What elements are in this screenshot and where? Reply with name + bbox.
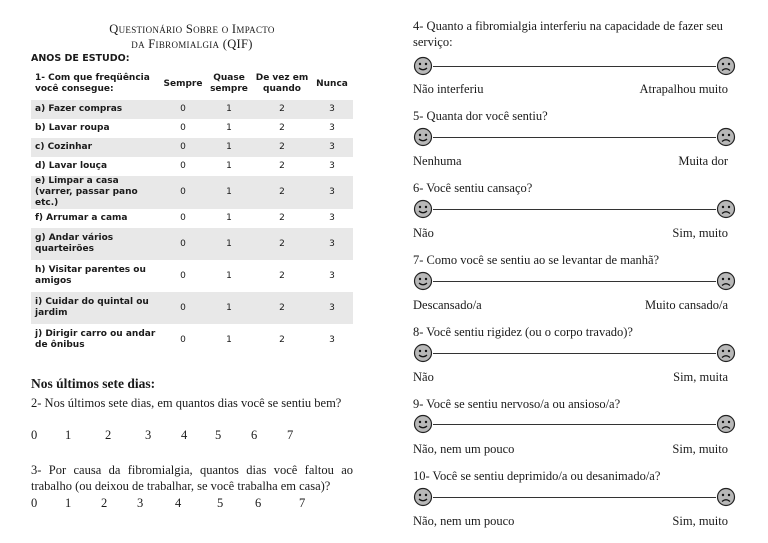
frequency-score-option[interactable]: 0 <box>161 176 205 209</box>
frequency-score-option[interactable]: 0 <box>161 292 205 324</box>
frequency-score-option[interactable]: 3 <box>311 100 353 119</box>
scale-anchors <box>413 82 728 98</box>
frequency-score-option[interactable]: 1 <box>226 334 232 345</box>
day-count-option[interactable]: 2 <box>105 428 112 442</box>
frequency-score-option[interactable]: 1 <box>205 292 253 324</box>
frequency-score-option[interactable]: 2 <box>253 138 311 157</box>
scale-low-anchor: Não <box>413 370 434 384</box>
day-count-option[interactable]: 4 <box>175 496 182 510</box>
activity-label: d) Lavar louça <box>35 161 108 171</box>
smiling-face-icon <box>413 343 433 363</box>
activity-label: a) Fazer compras <box>31 100 161 119</box>
table-header-row <box>31 68 353 100</box>
frequency-score-option[interactable]: 0 <box>180 213 186 223</box>
activity-label: g) Andar vários quarteirões <box>31 228 161 260</box>
day-count-option[interactable]: 7 <box>287 428 294 442</box>
activity-label: e) Limpar a casa (varrer, passar pano etc.) <box>31 176 161 209</box>
scale-line[interactable] <box>433 209 716 210</box>
frequency-score-option[interactable]: 2 <box>253 292 311 324</box>
frowning-face-icon <box>716 199 736 219</box>
option-header-always: Sempre <box>163 78 203 89</box>
frequency-score-option[interactable]: 3 <box>311 176 353 209</box>
scale-low-anchor: Descansado/a <box>413 298 482 312</box>
title-line-1: Questionário Sobre o Impacto <box>109 22 275 36</box>
visual-analog-scale[interactable] <box>413 56 736 78</box>
smiling-face-icon <box>413 414 433 434</box>
scale-anchors <box>413 298 728 314</box>
scale-high-anchor: Sim, muito <box>672 514 728 528</box>
table-row <box>31 176 353 209</box>
option-header-never: Nunca <box>316 78 348 89</box>
scale-low-anchor: Não <box>413 226 434 240</box>
scale-low-anchor: Nenhuma <box>413 154 462 168</box>
frequency-score-option[interactable]: 2 <box>279 270 285 281</box>
smiling-face-icon <box>413 199 433 219</box>
day-count-option[interactable]: 4 <box>181 428 188 442</box>
frequency-score-option[interactable]: 3 <box>329 334 335 345</box>
frowning-face-icon <box>716 414 736 434</box>
frowning-face-icon <box>716 127 736 147</box>
frequency-score-option[interactable]: 1 <box>205 100 253 119</box>
frequency-score-option[interactable]: 0 <box>180 161 186 171</box>
visual-analog-scale[interactable] <box>413 343 736 365</box>
activity-label: f) Arrumar a cama <box>35 213 128 223</box>
frowning-face-icon <box>716 487 736 507</box>
frequency-score-option[interactable]: 0 <box>180 334 186 345</box>
years-of-study-label: ANOS DE ESTUDO: <box>31 53 130 64</box>
frequency-score-option[interactable]: 3 <box>311 138 353 157</box>
scale-anchors <box>413 514 728 530</box>
question-2-text: 2- Nos últimos sete dias, em quantos dias você se sentiu bem? <box>31 396 342 410</box>
frequency-score-option[interactable]: 2 <box>279 161 285 171</box>
table-row <box>31 138 353 157</box>
frequency-score-option[interactable]: 0 <box>161 100 205 119</box>
smiling-face-icon <box>413 487 433 507</box>
frequency-score-option[interactable]: 2 <box>279 213 285 223</box>
scale-anchors <box>413 154 728 170</box>
smiling-face-icon <box>413 127 433 147</box>
scale-line[interactable] <box>433 353 716 354</box>
scale-question-text: 10- Você se sentiu deprimido/a ou desanimado/a? <box>413 469 661 483</box>
scale-high-anchor: Atrapalhou muito <box>639 82 728 96</box>
scale-high-anchor: Sim, muito <box>672 226 728 240</box>
scale-high-anchor: Sim, muito <box>672 442 728 456</box>
frequency-score-option[interactable]: 3 <box>329 161 335 171</box>
frequency-score-option[interactable]: 2 <box>279 334 285 345</box>
question-3-text: 3- Por causa da fibromialgia, quantos dias você faltou ao trabalho (ou deixou de trabalhar, se você trabalha em casa)? <box>31 463 353 493</box>
frequency-score-option[interactable]: 2 <box>279 123 285 133</box>
frequency-score-option[interactable]: 3 <box>311 228 353 260</box>
activity-frequency-table <box>31 68 353 356</box>
frequency-score-option[interactable]: 1 <box>226 161 232 171</box>
scale-question-text: 7- Como você se sentiu ao se levantar de manhã? <box>413 253 660 267</box>
smiling-face-icon <box>413 56 433 76</box>
table-row <box>31 100 353 119</box>
scale-question-text: 4- Quanto a fibromialgia interferiu na capacidade de fazer seu serviço: <box>413 19 723 49</box>
frequency-score-option[interactable]: 1 <box>226 213 232 223</box>
table-row <box>31 209 353 228</box>
frequency-score-option[interactable]: 2 <box>253 176 311 209</box>
frowning-face-icon <box>716 56 736 76</box>
title-line-2: da Fibromialgia (QIF) <box>131 37 253 51</box>
frequency-score-option[interactable]: 2 <box>253 100 311 119</box>
table-row <box>31 292 353 324</box>
frowning-face-icon <box>716 343 736 363</box>
frequency-score-option[interactable]: 2 <box>253 228 311 260</box>
frequency-score-option[interactable]: 1 <box>205 176 253 209</box>
frequency-score-option[interactable]: 1 <box>205 228 253 260</box>
table-row <box>31 157 353 176</box>
day-count-option[interactable]: 0 <box>31 496 38 510</box>
scale-line[interactable] <box>433 281 716 282</box>
frequency-score-option[interactable]: 0 <box>180 270 186 281</box>
day-count-option[interactable]: 0 <box>31 428 38 442</box>
question-2-day-options <box>31 428 353 442</box>
visual-analog-scale[interactable] <box>413 487 736 509</box>
day-count-option[interactable]: 3 <box>137 496 144 510</box>
questionnaire-title <box>31 22 353 52</box>
smiling-face-icon <box>413 271 433 291</box>
scale-line[interactable] <box>433 424 716 425</box>
scale-high-anchor: Sim, muita <box>673 370 728 384</box>
activity-label: i) Cuidar do quintal ou jardim <box>31 292 161 324</box>
question-1-header: 1- Com que freqüência você consegue: <box>35 73 150 94</box>
scale-question-text: 9- Você se sentiu nervoso/a ou ansioso/a? <box>413 397 621 411</box>
visual-analog-scale[interactable] <box>413 271 736 293</box>
frowning-face-icon <box>716 271 736 291</box>
activity-label: b) Lavar roupa <box>35 123 110 133</box>
frequency-score-option[interactable]: 3 <box>311 292 353 324</box>
scale-question-text: 8- Você sentiu rigidez (ou o corpo travado)? <box>413 325 633 339</box>
day-count-option[interactable]: 1 <box>65 496 72 510</box>
day-count-option[interactable]: 1 <box>65 428 72 442</box>
scale-low-anchor: Não interferiu <box>413 82 484 96</box>
scale-question-text: 6- Você sentiu cansaço? <box>413 181 533 195</box>
day-count-option[interactable]: 5 <box>215 428 222 442</box>
activity-label: c) Cozinhar <box>31 138 161 157</box>
scale-question-text: 5- Quanta dor você sentiu? <box>413 109 548 123</box>
day-count-option[interactable]: 3 <box>145 428 152 442</box>
scale-high-anchor: Muita dor <box>678 154 728 168</box>
scale-line[interactable] <box>433 137 716 138</box>
day-count-option[interactable]: 2 <box>101 496 108 510</box>
scale-line[interactable] <box>433 497 716 498</box>
scale-low-anchor: Não, nem um pouco <box>413 514 515 528</box>
activity-label: j) Dirigir carro ou andar de ônibus <box>35 329 156 350</box>
activity-label: h) Visitar parentes ou amigos <box>35 265 146 286</box>
scale-low-anchor: Não, nem um pouco <box>413 442 515 456</box>
day-count-option[interactable]: 6 <box>251 428 258 442</box>
table-row <box>31 324 353 356</box>
table-row <box>31 228 353 260</box>
frequency-score-option[interactable]: 0 <box>180 123 186 133</box>
frequency-score-option[interactable]: 3 <box>329 270 335 281</box>
day-count-option[interactable]: 6 <box>255 496 262 510</box>
table-row <box>31 260 353 292</box>
option-header-almost-always: Quase sempre <box>210 73 248 94</box>
frequency-score-option[interactable]: 0 <box>161 138 205 157</box>
option-header-sometimes: De vez em quando <box>255 73 309 94</box>
scale-high-anchor: Muito cansado/a <box>645 298 728 312</box>
scale-line[interactable] <box>433 66 716 67</box>
scale-anchors <box>413 442 728 458</box>
question-3-day-options <box>31 496 353 510</box>
frequency-score-option[interactable]: 1 <box>205 138 253 157</box>
frequency-score-option[interactable]: 0 <box>161 228 205 260</box>
visual-analog-scale[interactable] <box>413 199 736 221</box>
visual-analog-scale[interactable] <box>413 414 736 436</box>
day-count-option[interactable]: 7 <box>299 496 306 510</box>
scale-anchors <box>413 370 728 386</box>
frequency-score-option[interactable]: 3 <box>329 123 335 133</box>
last-seven-days-heading: Nos últimos sete dias: <box>31 376 156 391</box>
scale-anchors <box>413 226 728 242</box>
day-count-option[interactable]: 5 <box>217 496 224 510</box>
visual-analog-scale[interactable] <box>413 127 736 149</box>
frequency-score-option[interactable]: 3 <box>329 213 335 223</box>
table-row <box>31 119 353 138</box>
frequency-score-option[interactable]: 1 <box>226 123 232 133</box>
frequency-score-option[interactable]: 1 <box>226 270 232 281</box>
